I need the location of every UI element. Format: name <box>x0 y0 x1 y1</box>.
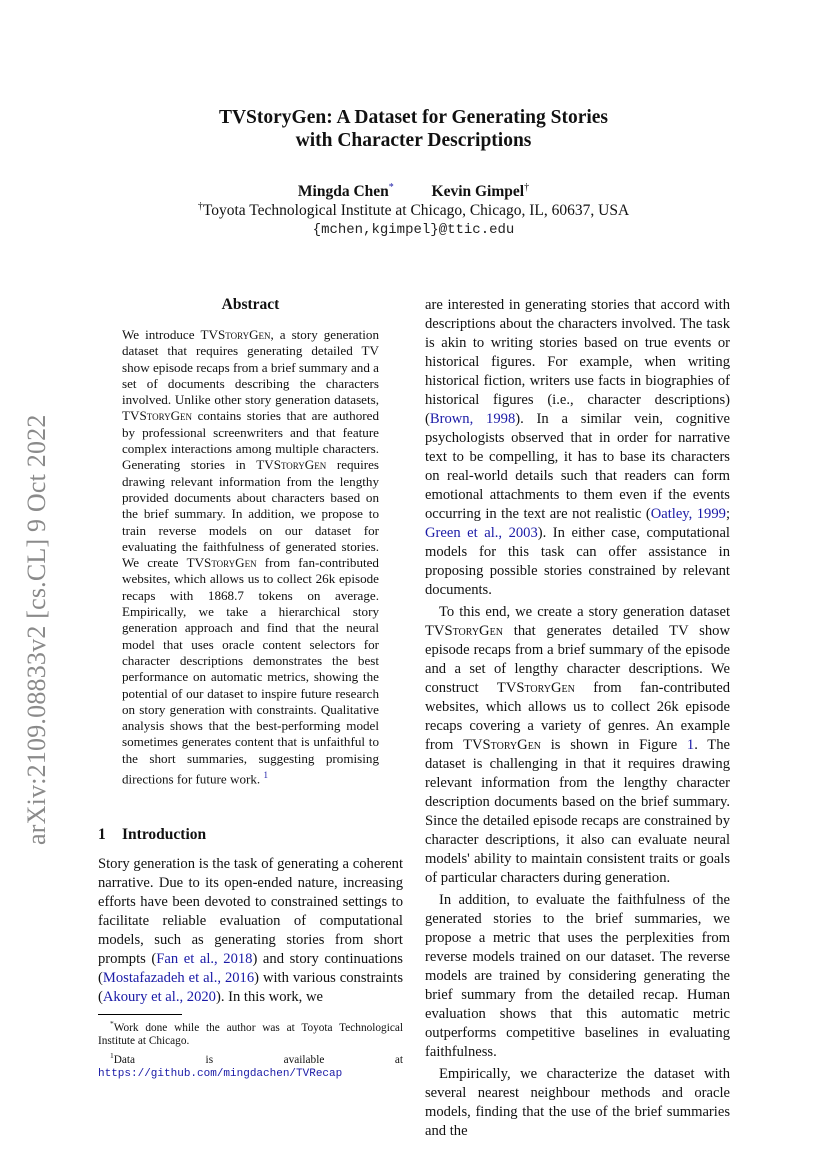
author-name: Mingda Chen <box>297 183 389 201</box>
section-title: Introduction <box>122 826 207 843</box>
dataset-name: TVStoryGen <box>425 623 503 639</box>
citation-link[interactable]: Akoury et al., 2020 <box>102 989 216 1005</box>
dataset-name: TVStoryGen <box>256 457 327 473</box>
paper-title <box>0 106 827 152</box>
author-affil-mark: † <box>524 182 530 193</box>
abstract-body <box>122 327 379 788</box>
body-text: from fan-contributed websites, which allows us to collect 26k episode recaps covering a variety of genres. An example from <box>425 680 730 753</box>
dataset-name: TVStoryGen <box>200 327 271 342</box>
author-email: {mchen,kgimpel}@ttic.edu <box>312 222 515 238</box>
affil-text: Toyota Technological Institute at Chicago, Chicago, IL, 60637, USA <box>202 202 630 220</box>
footnote-mark: 1 <box>110 1050 114 1060</box>
abstract-text: from fan-contributed websites, which allows us to collect 26k episode recaps with 1868.7 tokens on average. Empirically, we take a hierarchical story generation approach and find that the neural model that uses oracle content selectors for character descriptions demonstrates the best performance on automatic metrics, showing the potential of our dataset to inspire future research on story generation with constraints. Qualitative analysis shows that the best-performing model sometimes generates content that is unfaithful to the short summaries, suggesting promising directions for future work. <box>122 555 379 787</box>
body-text: ) and story continuations ( <box>98 951 403 986</box>
footnote-text: Work done while the author was at Toyota Technological Institute at Chicago. <box>98 1021 403 1048</box>
footnotes <box>98 1017 403 1081</box>
paragraph <box>98 855 403 1007</box>
footnote-ref-link[interactable]: 1 <box>263 770 268 781</box>
intro-right-column <box>425 296 730 1141</box>
title-line-1: TVStoryGen: A Dataset for Generating Stories <box>218 107 609 128</box>
abstract-text: We introduce <box>122 327 201 342</box>
data-url-link[interactable]: https://github.com/mingdachen/TVRecap <box>98 1067 343 1080</box>
citation-link[interactable]: Oatley, 1999 <box>650 506 726 522</box>
body-text: To this end, we create a story generation dataset <box>439 604 730 620</box>
abstract-heading: Abstract <box>221 296 280 313</box>
paragraph <box>425 603 730 888</box>
affiliation <box>0 201 827 220</box>
footnote-rule <box>98 1014 182 1015</box>
citation-link[interactable]: Mostafazadeh et al., 2016 <box>102 970 255 986</box>
arxiv-stamp: arXiv:2109.08833v2 [cs.CL] 9 Oct 2022 <box>22 414 51 845</box>
body-text: is shown in Figure <box>541 737 687 753</box>
author-list <box>0 182 827 201</box>
figure-ref-link[interactable]: 1 <box>686 737 695 753</box>
author-footnote-mark[interactable]: * <box>388 182 394 193</box>
footnote-text: Data is available at <box>113 1053 403 1066</box>
dataset-name: TVStoryGen <box>122 408 193 424</box>
body-text: ). In this work, we <box>215 989 323 1005</box>
section-heading <box>98 826 206 844</box>
dataset-name: TVStoryGen <box>463 737 542 753</box>
body-text: . The dataset is challenging in that it requires drawing relevant information from the lengthy character description documents based on the brief summary. Since the detailed episode recaps are constrained by character descriptions, it also can evaluate neural models' ability to maintain consistent traits or goals of particular characters during generation. <box>425 737 730 886</box>
abstract-text: contains stories that are authored by professional screenwriters and that feature complex interactions among multiple characters. Generating stories in <box>122 408 379 473</box>
body-text: ). In a similar vein, cognitive psychologists observed that in order for narrative text to be compelling, it has to base its characters on real-world details such that readers can form emotional attachments to them even if the events occurring in the text are not realistic ( <box>425 411 731 522</box>
body-text: Story generation is the task of generating a coherent narrative. Due to its open-ended nature, increasing efforts have been devoted to constrained settings to facilitate reliable evaluation of computational models, such as generating stories from short prompts ( <box>98 856 403 967</box>
abstract-text: requires drawing relevant information from the lengthy provided documents about characters based on the brief summary. In addition, we propose to train reverse models on our dataset for evaluating the faithfulness of generated stories. We create <box>122 457 379 571</box>
footnote-mark: * <box>110 1019 114 1028</box>
body-text: ; <box>725 506 730 522</box>
intro-left-column <box>98 855 403 1007</box>
section-number: 1 <box>98 826 106 843</box>
footnote <box>98 1049 403 1082</box>
paragraph: In addition, to evaluate the faithfulness of the generated stories to the brief summaries, we propose a metric that uses the perplexities from reverse models trained on our dataset. The reverse models are trained by considering generating the brief summary from the detailed recap. Human evaluation shows that this automatic metric outperforms competitive baselines in evaluating faithfulness. <box>425 892 730 1060</box>
citation-link[interactable]: Green et al., 2003 <box>425 525 538 541</box>
citation-link[interactable]: Brown, 1998 <box>429 411 516 427</box>
footnote <box>98 1017 403 1049</box>
author-name: Kevin Gimpel <box>431 183 525 201</box>
dataset-name: TVStoryGen <box>496 680 575 696</box>
body-text: are interested in generating stories that accord with descriptions about the characters involved. The task is akin to writing stories based on true events or historical figures. For example, when writing historical fiction, writers use facts in biographies of historical figures (i.e., character descriptions) ( <box>425 297 730 427</box>
body-text: ). In either case, computational models for this task can offer assistance in proposing possible stories constrained by relevant documents. <box>425 525 730 598</box>
affil-mark: † <box>197 201 203 212</box>
title-line-2: with Character Descriptions <box>295 130 532 151</box>
paragraph: Empirically, we characterize the dataset with several nearest neighbour methods and oracle models, finding that the use of the brief summaries and the <box>425 1066 730 1139</box>
paragraph <box>425 296 730 600</box>
dataset-name: TVStoryGen <box>186 555 257 571</box>
body-text: that generates detailed TV show episode recaps from a brief summary of the episode and a set of lengthy character descriptions. We construct <box>425 623 730 696</box>
citation-link[interactable]: Fan et al., 2018 <box>156 951 253 967</box>
abstract-text: , a story generation dataset that requires generating detailed TV show episode recaps from a brief summary and a set of documents describing the characters involved. Unlike other story generation datasets, <box>122 327 379 408</box>
body-text: ) with various constraints ( <box>98 970 403 1005</box>
